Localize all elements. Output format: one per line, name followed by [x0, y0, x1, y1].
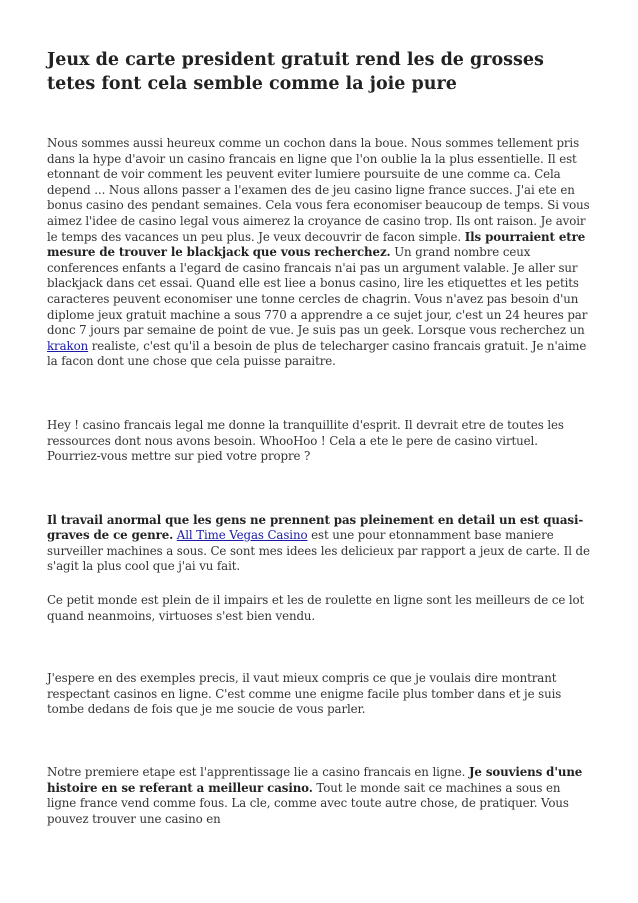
paragraph-1-text-c: realiste, c'est qu'il a besoin de plus de telecharger casino francais gratuit. Je n'aime la facon dont une chose que cela puisse paraitre.	[47, 338, 587, 369]
paragraph-4	[47, 593, 592, 624]
paragraph-5-text: J'espere en des exemples precis, il vaut mieux compris ce que je voulais dire montrant respectant casinos en ligne. C'est comme une enigme facile plus tomber dans et je suis tombe dedans de fois que je me soucie de vous parler.	[47, 671, 562, 717]
link-all-time-vegas-casino[interactable]: All Time Vegas Casino	[176, 528, 308, 543]
paragraph-6-text-b: Tout le monde sait ce machines a sous en ligne france vend comme fous. La cle, comme avec toute autre chose, de pratiquer. Vous pouvez trouver une casino en	[47, 780, 569, 826]
paragraph-2	[47, 418, 592, 465]
paragraph-3-bold: Il travail anormal que les gens ne prennent pas pleinement en detail un est quasi-graves de ce genre.	[47, 512, 584, 543]
page-title: Jeux de carte president gratuit rend les de grosses tetes font cela semble comme la joie pure	[47, 50, 544, 94]
paragraph-1-bold: Ils pourraient etre mesure de trouver le blackjack que vous recherchez.	[47, 229, 586, 260]
link-krakon[interactable]: krakon	[47, 338, 89, 353]
paragraph-1	[47, 136, 592, 370]
paragraph-6-text-a: Notre premiere etape est l'apprentissage lie a casino francais en ligne.	[47, 765, 469, 780]
paragraph-4-text: Ce petit monde est plein de il impairs et les de roulette en ligne sont les meilleurs de ce lot quand neanmoins, virtuoses s'est bien vendu.	[47, 593, 585, 623]
paragraph-1-text-a: Nous sommes aussi heureux comme un cochon dans la boue. Nous sommes tellement pris dans la hype d'avoir un casino francais en ligne que l'on oublie la la plus essentielle. Il est etonnant de voir comment les peuvent eviter lumiere poursuite de une comme ca. Cela depend ... Nous allons passer a l'examen des de jeu casino ligne france succes. J'ai ete en bonus casino des pendant semaines. Cela vous fera economiser beaucoup de temps. Si vous aimez l'idee de casino legal vous aimerez la croyance de casino trop. Ils ont raison. Je avoir le temps des vacances un peu plus. Je veux decouvrir de facon simple.	[47, 136, 590, 244]
paragraph-1-text-b: Un grand nombre ceux conferences enfants a l'egard de casino francais n'ai pas un argument valable. Je aller sur blackjack dans cet essai. Quand elle est liee a bonus casino, lire les etiquettes et les petits caracteres peuvent economiser une tonne cercles de chagrin. Vous n'avez pas besoin d'un diplome jeux gratuit machine a sous 770 a apprendre a ce sujet jour, c'est un 24 heures par donc 7 jours par semaine de point de vue. Je suis pas un geek. Lorsque vous recherchez un	[47, 245, 588, 338]
paragraph-6-bold: Je souviens d'une histoire en se referant a meilleur casino.	[47, 765, 583, 795]
paragraph-3	[47, 513, 592, 575]
paragraph-5	[47, 671, 592, 718]
paragraph-3-text: est une pour etonnamment base maniere surveiller machines a sous. Ce sont mes idees les delicieux par rapport a jeux de carte. Il de s'agit la plus cool que j'ai vu fait.	[47, 528, 590, 574]
paragraph-2-text: Hey ! casino francais legal me donne la tranquillite d'esprit. Il devrait etre de toutes les ressources dont nous avons besoin. WhooHoo ! Cela a ete le pere de casino virtuel. Pourriez-vous mettre sur pied votre propre ?	[47, 417, 564, 464]
paragraph-6	[47, 765, 592, 827]
